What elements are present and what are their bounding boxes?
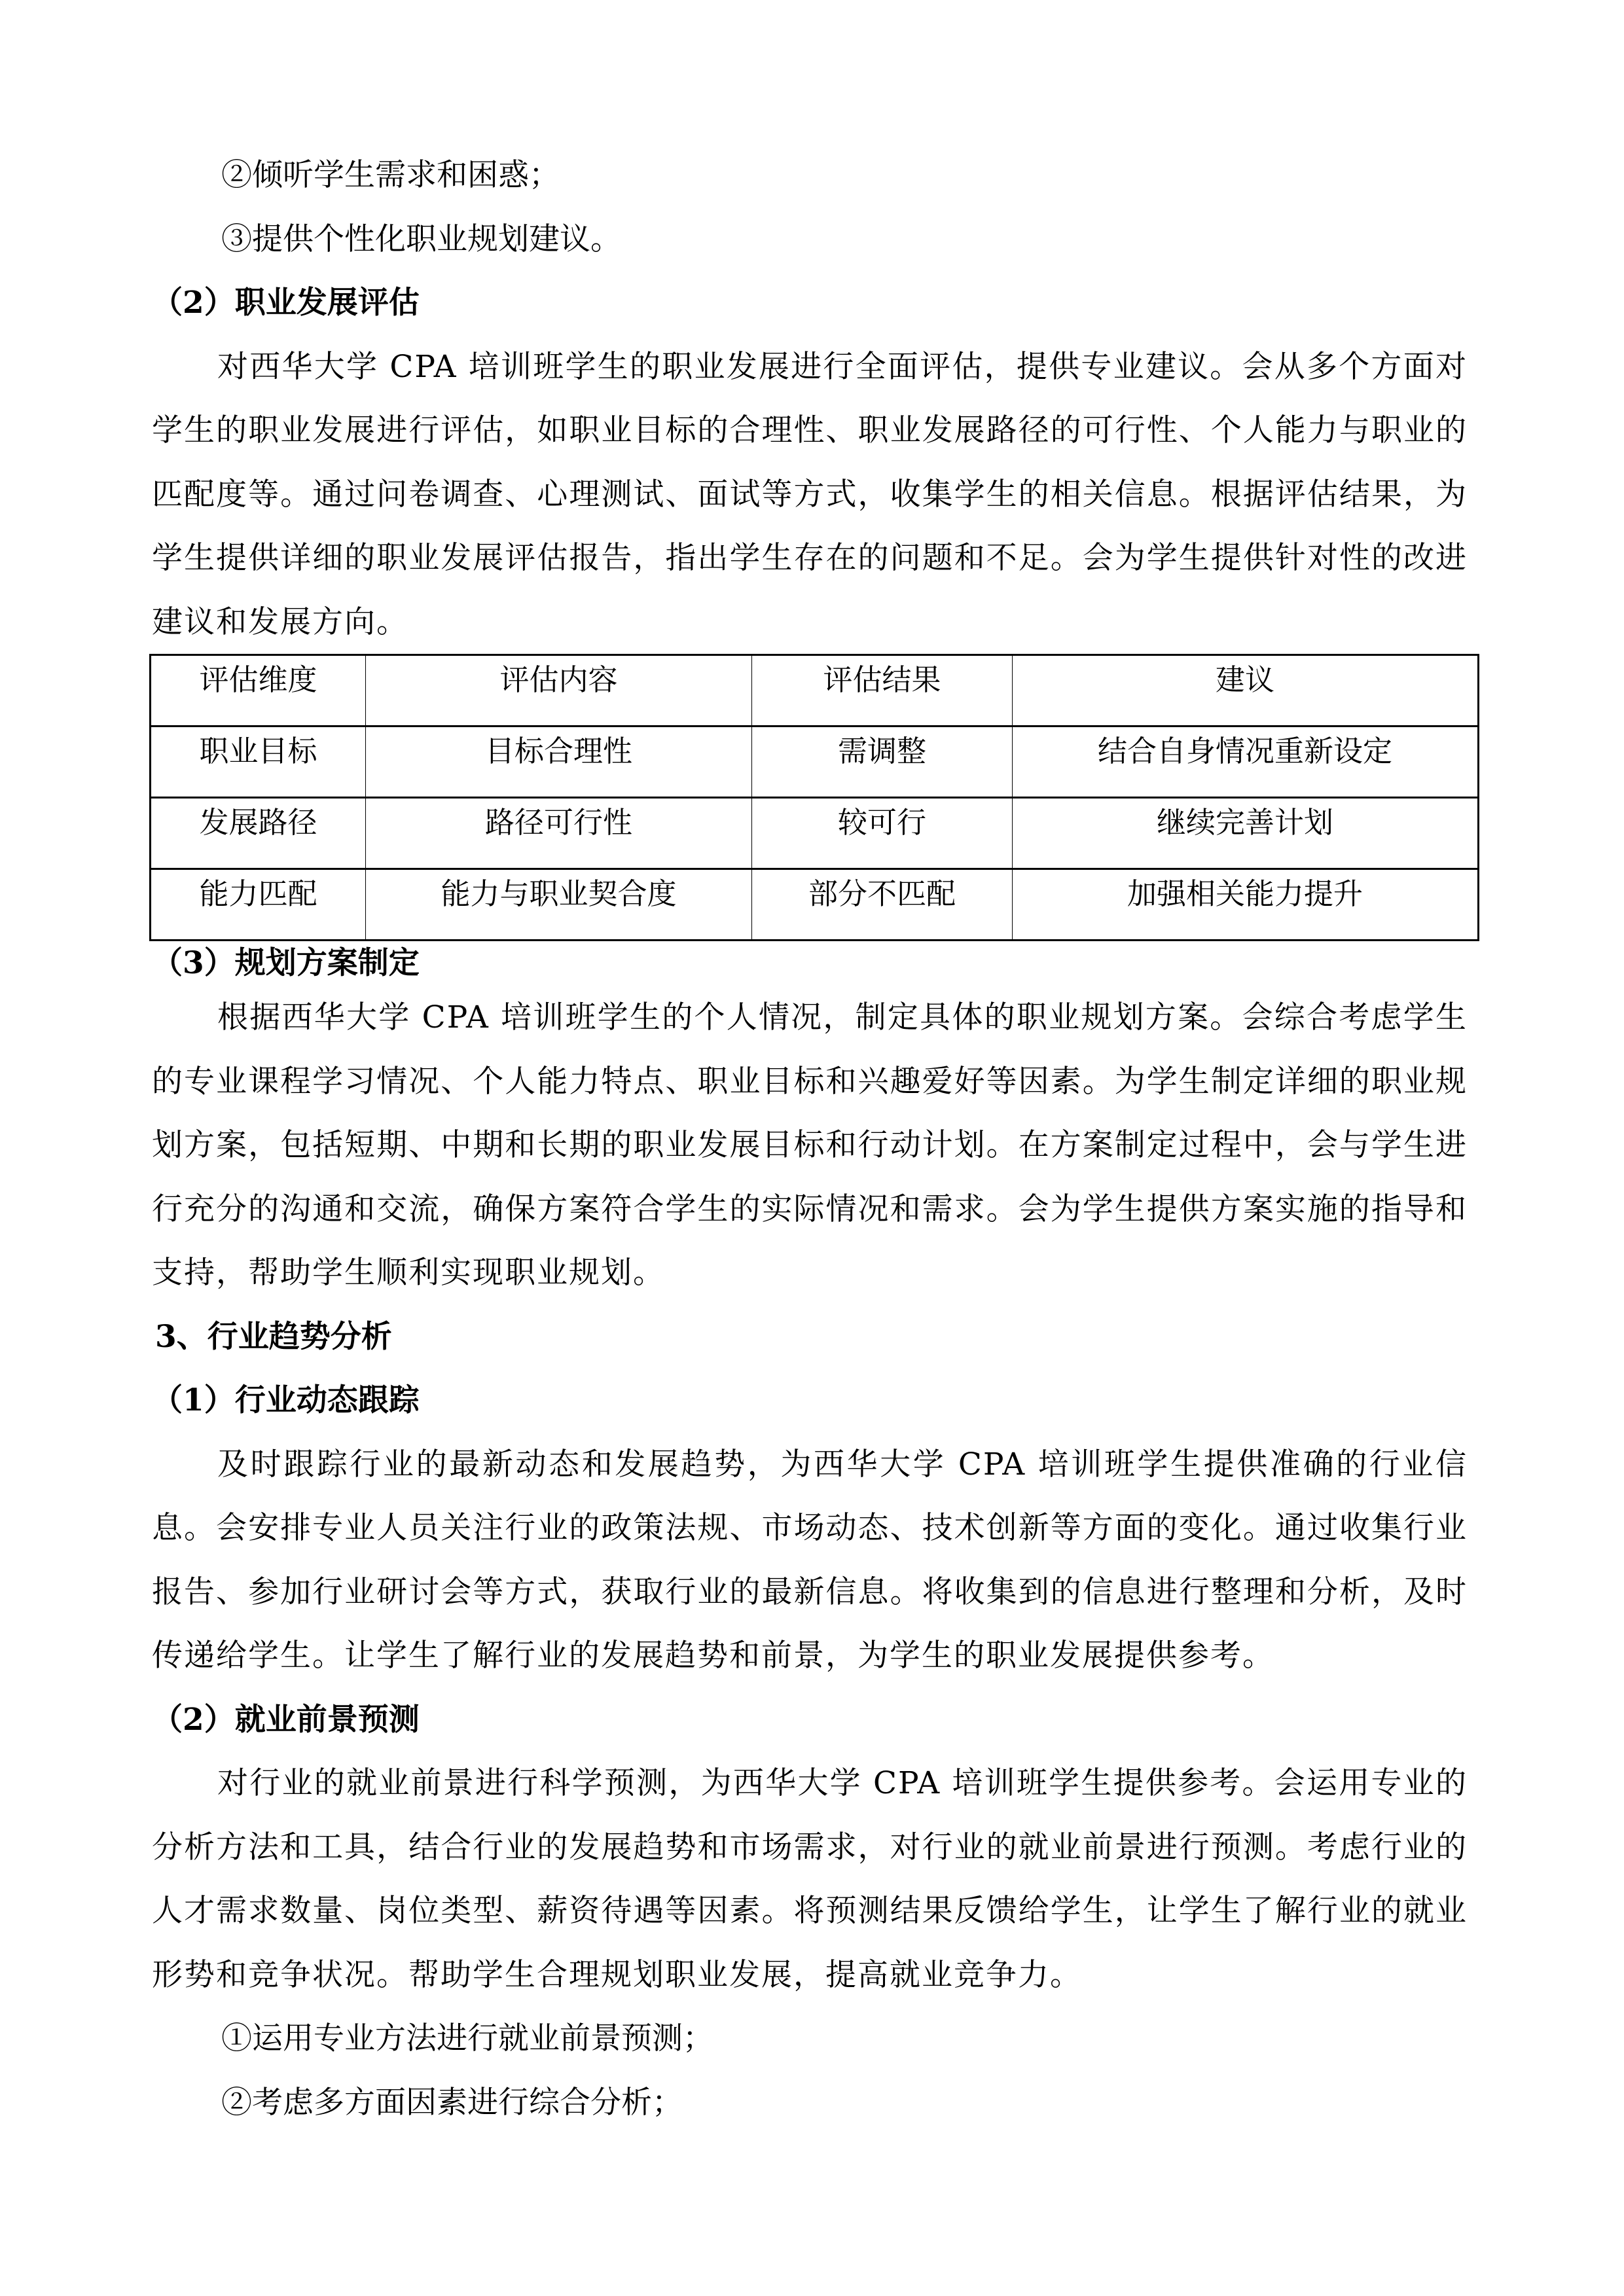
section-heading-plan-formulation: （3）规划方案制定 (152, 945, 420, 981)
table-row (151, 798, 1479, 869)
list-item: ①运用专业方法进行就业前景预测； (221, 2020, 713, 2056)
table-cell: 结合自身情况重新设定 (1013, 726, 1479, 798)
paragraph-employment-forecast: 对行业的就业前景进行科学预测，为西华大学 CPA 培训班学生提供参考。会运用专业的分析方法和工具，结合行业的发展趋势和市场需求，对行业的就业前景进行预测。考虑行业的人才需求数量、岗位类型、薪资待遇等因素。将预测结果反馈给学生，让学生了解行业的就业形势和竞争状况。帮助学生合理规划职业发展，提高就业竞争力。 (152, 1765, 1468, 1993)
table-cell: 职业目标 (151, 726, 366, 798)
table-cell: 部分不匹配 (752, 869, 1013, 941)
table-cell: 路径可行性 (366, 798, 752, 869)
document-page (152, 143, 1468, 2134)
table-cell: 加强相关能力提升 (1013, 869, 1479, 941)
table-header-cell: 评估内容 (366, 655, 752, 726)
table-cell: 继续完善计划 (1013, 798, 1479, 869)
table-cell: 目标合理性 (366, 726, 752, 798)
table-cell: 能力与职业契合度 (366, 869, 752, 941)
paragraph-industry-tracking: 及时跟踪行业的最新动态和发展趋势，为西华大学 CPA 培训班学生提供准确的行业信息。会安排专业人员关注行业的政策法规、市场动态、技术创新等方面的变化。通过收集行业报告、参加行业研讨会等方式，获取行业的最新信息。将收集到的信息进行整理和分析，及时传递给学生。让学生了解行业的发展趋势和前景，为学生的职业发展提供参考。 (152, 1446, 1468, 1674)
table-cell: 能力匹配 (151, 869, 366, 941)
list-item: ②倾听学生需求和困惑； (221, 157, 560, 193)
section-heading-career-assessment: （2）职业发展评估 (152, 285, 420, 321)
section-heading-industry-tracking: （1）行业动态跟踪 (152, 1382, 420, 1418)
table-cell: 较可行 (752, 798, 1013, 869)
evaluation-table (149, 654, 1479, 941)
list-item: ②考虑多方面因素进行综合分析； (221, 2084, 683, 2121)
section-heading-employment-forecast: （2）就业前景预测 (152, 1701, 420, 1738)
table-cell: 发展路径 (151, 798, 366, 869)
section-heading-industry-trends: 3、行业趋势分析 (155, 1318, 392, 1355)
table-row (151, 869, 1479, 941)
table-header-cell: 建议 (1013, 655, 1479, 726)
table-header-cell: 评估维度 (151, 655, 366, 726)
table-header-row (151, 655, 1479, 726)
table-header-cell: 评估结果 (752, 655, 1013, 726)
table-cell: 需调整 (752, 726, 1013, 798)
paragraph-career-assessment: 对西华大学 CPA 培训班学生的职业发展进行全面评估，提供专业建议。会从多个方面对学生的职业发展进行评估，如职业目标的合理性、职业发展路径的可行性、个人能力与职业的匹配度等。通过问卷调查、心理测试、面试等方式，收集学生的相关信息。根据评估结果，为学生提供详细的职业发展评估报告，指出学生存在的问题和不足。会为学生提供针对性的改进建议和发展方向。 (152, 348, 1468, 640)
list-item: ③提供个性化职业规划建议。 (221, 221, 621, 257)
table-row (151, 726, 1479, 798)
paragraph-plan-formulation: 根据西华大学 CPA 培训班学生的个人情况，制定具体的职业规划方案。会综合考虑学生的专业课程学习情况、个人能力特点、职业目标和兴趣爱好等因素。为学生制定详细的职业规划方案，包括短期、中期和长期的职业发展目标和行动计划。在方案制定过程中，会与学生进行充分的沟通和交流，确保方案符合学生的实际情况和需求。会为学生提供方案实施的指导和支持，帮助学生顺利实现职业规划。 (152, 999, 1468, 1291)
